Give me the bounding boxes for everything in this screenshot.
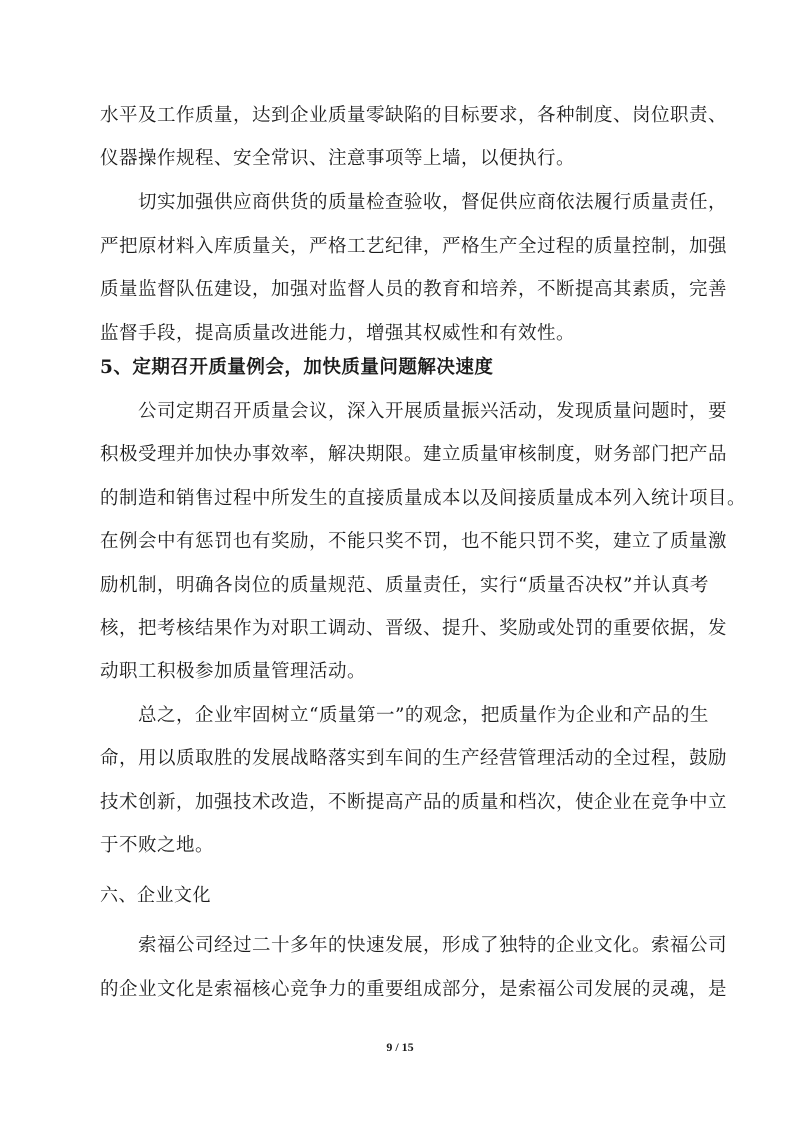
paragraph-2-line-2: 严把原材料入库质量关，严格工艺纪律，严格生产全过程的质量控制，加强: [100, 236, 728, 257]
paragraph-4-line-2: 命，用以质取胜的发展战略落实到车间的生产经营管理活动的全过程，鼓励: [100, 748, 728, 769]
paragraph-1-line-1: 水平及工作质量，达到企业质量零缺陷的目标要求，各种制度、岗位职责、: [100, 105, 728, 126]
paragraph-3-line-6: 核，把考核结果作为对职工调动、晋级、提升、奖励或处罚的重要依据，发: [100, 618, 728, 639]
paragraph-3-line-4: 在例会中有惩罚也有奖励，不能只奖不罚，也不能只罚不奖，建立了质量激: [100, 531, 728, 552]
paragraph-4-line-4: 于不败之地。: [100, 835, 215, 856]
paragraph-2-line-3: 质量监督队伍建设，加强对监督人员的教育和培养，不断提高其素质，完善: [100, 279, 728, 300]
paragraph-3-line-2: 积极受理并加快办事效率，解决期限。建立质量审核制度，财务部门把产品: [100, 444, 728, 465]
section-heading-6: 六、企业文化: [100, 885, 211, 906]
paragraph-4-line-3: 技术创新，加强技术改造，不断提高产品的质量和档次，使企业在竞争中立: [100, 792, 728, 813]
paragraph-3-line-1: 公司定期召开质量会议，深入开展质量振兴活动，发现质量问题时，要: [138, 401, 728, 422]
page-number: 9 / 15: [386, 1040, 414, 1054]
paragraph-3-line-7: 动职工积极参加质量管理活动。: [100, 661, 367, 682]
paragraph-5-line-1: 索福公司经过二十多年的快速发展，形成了独特的企业文化。索福公司: [138, 935, 728, 956]
paragraph-2-line-4: 监督手段，提高质量改进能力，增强其权威性和有效性。: [100, 323, 576, 344]
paragraph-2-line-1: 切实加强供应商供货的质量检查验收，督促供应商依法履行质量责任，: [138, 192, 728, 213]
paragraph-1-line-2: 仪器操作规程、安全常识、注意事项等上墙，以便执行。: [100, 148, 576, 169]
paragraph-3-line-3: 的制造和销售过程中所发生的直接质量成本以及间接质量成本列入统计项目。: [100, 488, 747, 509]
section-heading-5: 5、定期召开质量例会，加快质量问题解决速度: [100, 357, 494, 378]
paragraph-5-line-2: 的企业文化是索福核心竞争力的重要组成部分，是索福公司发展的灵魂，是: [100, 979, 728, 1000]
paragraph-4-line-1: 总之，企业牢固树立“质量第一”的观念，把质量作为企业和产品的生: [138, 705, 709, 726]
paragraph-3-line-5: 励机制，明确各岗位的质量规范、质量责任，实行“质量否决权”并认真考: [100, 575, 709, 596]
